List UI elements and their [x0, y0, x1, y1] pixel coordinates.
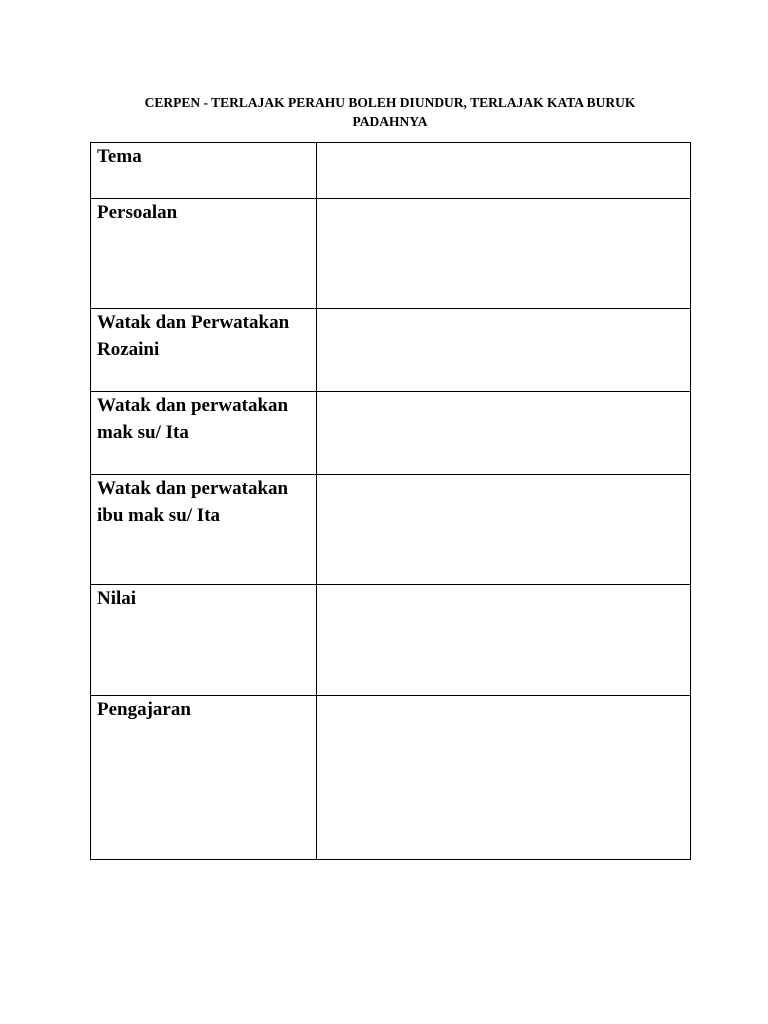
row-label-cell — [91, 143, 317, 199]
answer-cell-watak-rozaini[interactable] — [317, 309, 691, 392]
row-watak-mak-su — [91, 392, 691, 475]
row-label: Pengajaran — [97, 699, 191, 720]
row-label-cell — [91, 199, 317, 309]
answer-cell-tema[interactable] — [317, 143, 691, 199]
row-label-cell — [91, 696, 317, 860]
row-persoalan — [91, 199, 691, 309]
row-tema — [91, 143, 691, 199]
row-label: Watak dan perwatakan ibu mak su/ Ita — [97, 478, 289, 526]
row-label-cell — [91, 475, 317, 585]
row-label-cell — [91, 585, 317, 696]
row-label-cell — [91, 309, 317, 392]
row-pengajaran — [91, 696, 691, 860]
row-label: Tema — [97, 146, 142, 167]
answer-cell-pengajaran[interactable] — [317, 696, 691, 860]
row-label: Watak dan Perwatakan Rozaini — [97, 312, 290, 360]
row-label: Watak dan perwatakan mak su/ Ita — [97, 395, 289, 443]
row-nilai — [91, 585, 691, 696]
row-label-cell — [91, 392, 317, 475]
title-line-1: CERPEN - TERLAJAK PERAHU BOLEH DIUNDUR, TERLAJAK KATA BURUK — [144, 95, 636, 110]
answer-cell-watak-mak-su[interactable] — [317, 392, 691, 475]
answer-cell-watak-ibu-mak-su[interactable] — [317, 475, 691, 585]
answer-cell-nilai[interactable] — [317, 585, 691, 696]
document-title — [90, 93, 690, 131]
row-watak-rozaini — [91, 309, 691, 392]
answer-cell-persoalan[interactable] — [317, 199, 691, 309]
row-label: Persoalan — [97, 202, 178, 223]
row-label: Nilai — [97, 588, 137, 609]
title-line-2: PADAHNYA — [352, 114, 428, 129]
row-watak-ibu-mak-su — [91, 475, 691, 585]
worksheet-table — [90, 142, 691, 860]
